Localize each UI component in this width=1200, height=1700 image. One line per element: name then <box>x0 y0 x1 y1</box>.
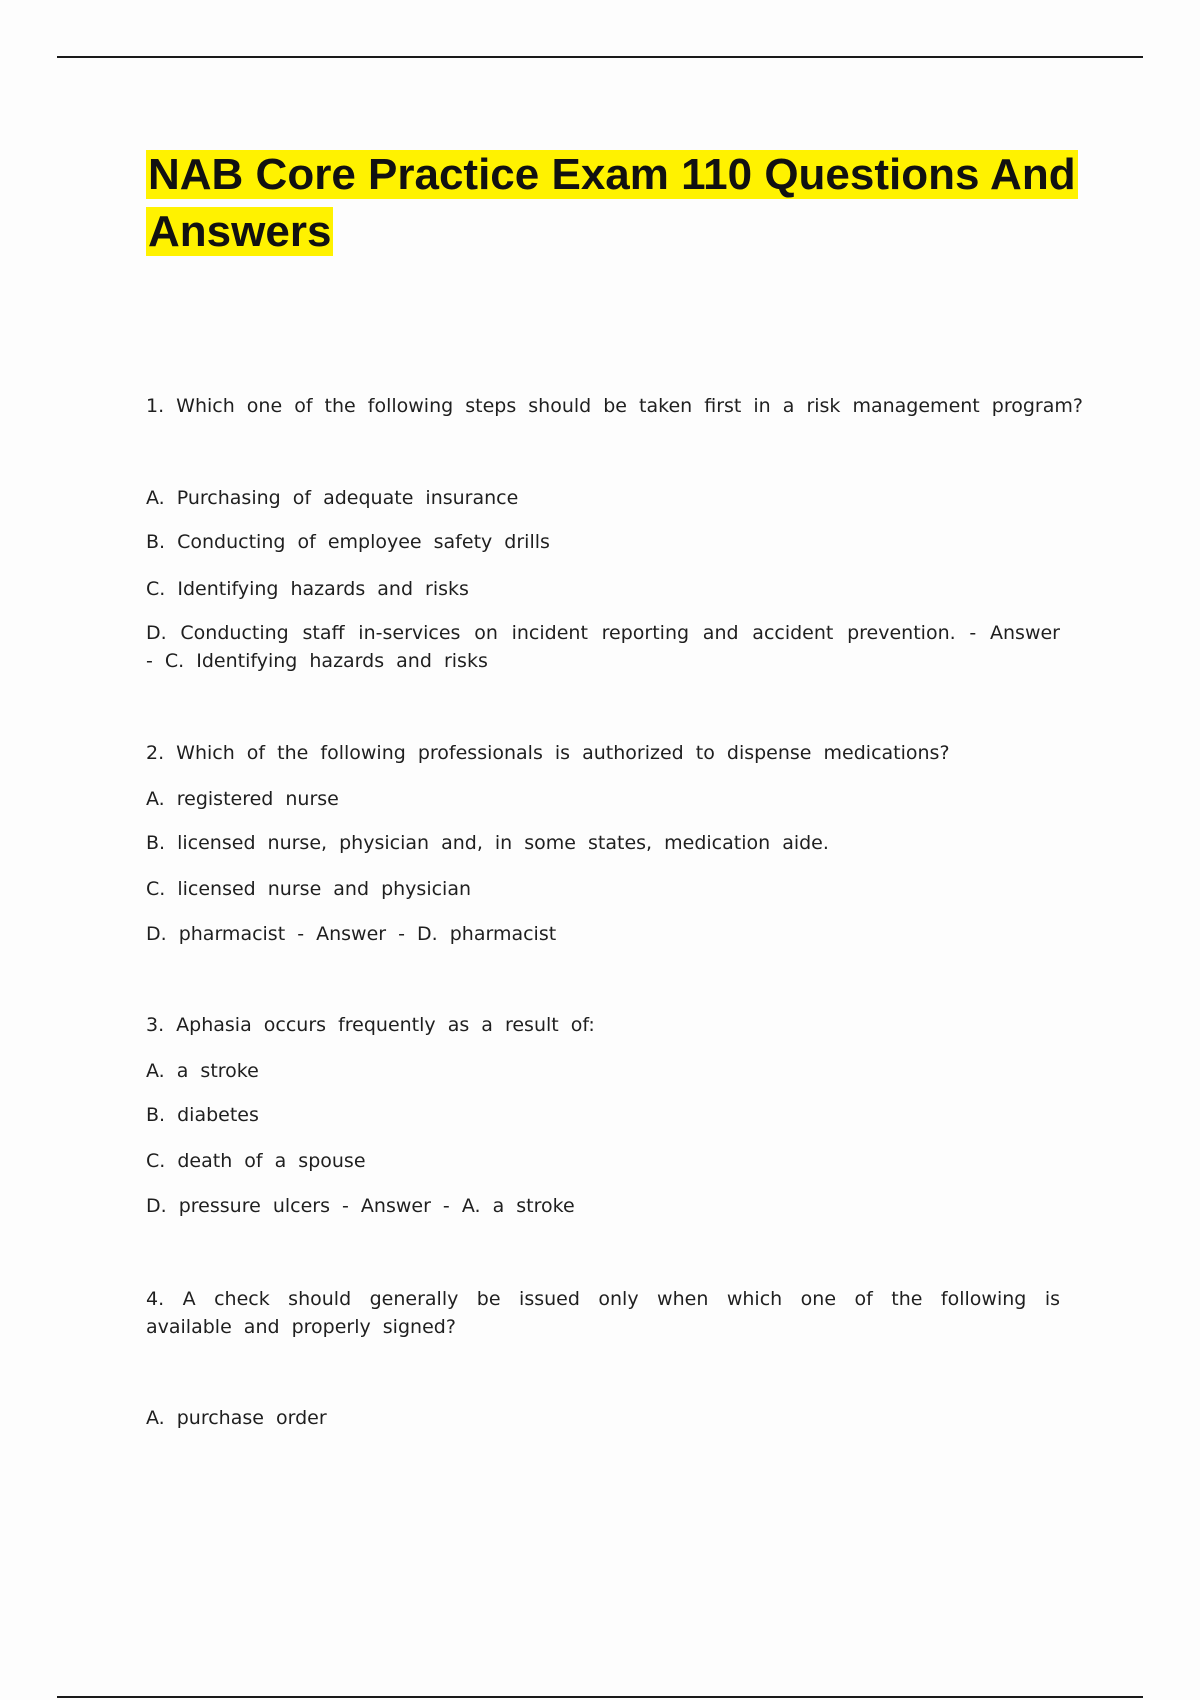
question-4-stem: 4. A check should generally be issued only when which one of the following is available and properly signed? <box>146 1288 1060 1338</box>
question-2-option-c: C. licensed nurse and physician <box>146 878 472 900</box>
question-3-option-d: D. pressure ulcers - Answer - A. a stroke <box>146 1195 575 1217</box>
question-2-stem: 2. Which of the following professionals is authorized to dispense medications? <box>146 742 950 764</box>
footer-rule <box>57 1696 1143 1698</box>
document-title <box>146 146 1086 260</box>
question-3-stem: 3. Aphasia occurs frequently as a result of: <box>146 1014 595 1036</box>
question-2-option-d: D. pharmacist - Answer - D. pharmacist <box>146 923 557 945</box>
highlighted-title-text: NAB Core Practice Exam 110 Questions And Answers <box>148 150 1076 256</box>
header-rule <box>57 56 1143 58</box>
question-1-option-d: D. Conducting staff in-services on incident reporting and accident prevention. - Answer - C. Identifying hazards and risks <box>146 622 1060 672</box>
question-3-option-c: C. death of a spouse <box>146 1150 366 1172</box>
question-2-option-a: A. registered nurse <box>146 788 339 810</box>
question-1-option-c: C. Identifying hazards and risks <box>146 578 469 600</box>
question-1-option-a: A. Purchasing of adequate insurance <box>146 487 519 509</box>
question-2-option-b: B. licensed nurse, physician and, in some states, medication aide. <box>146 832 829 854</box>
question-4-option-a: A. purchase order <box>146 1407 327 1429</box>
question-1-option-b: B. Conducting of employee safety drills <box>146 531 550 553</box>
question-1-stem: 1. Which one of the following steps should be taken first in a risk management program? <box>146 395 1083 417</box>
question-3-option-b: B. diabetes <box>146 1104 259 1126</box>
question-3-option-a: A. a stroke <box>146 1060 259 1082</box>
